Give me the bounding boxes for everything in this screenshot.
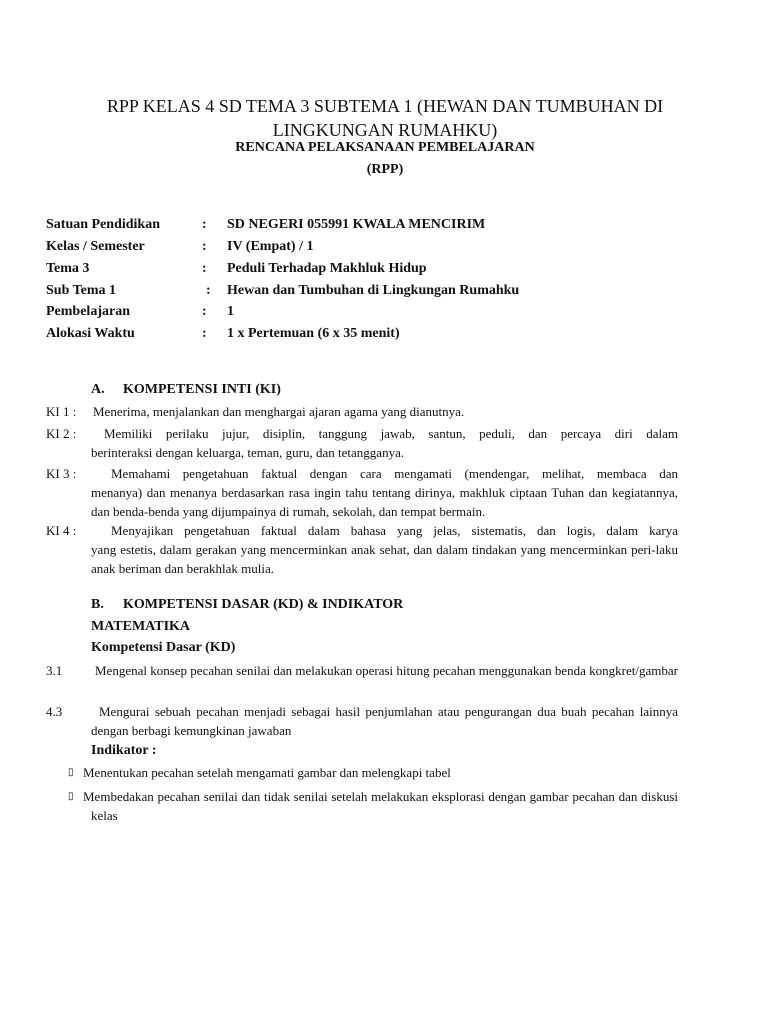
info-label: Kelas / Semester <box>46 239 145 254</box>
kd-heading: Kompetensi Dasar (KD) <box>91 640 236 655</box>
info-value: SD NEGERI 055991 KWALA MENCIRIM <box>227 217 486 232</box>
section-letter: B. <box>91 597 104 612</box>
info-value: 1 x Pertemuan (6 x 35 menit) <box>227 326 400 341</box>
info-value: Hewan dan Tumbuhan di Lingkungan Rumahku <box>227 283 520 298</box>
subject-heading: MATEMATIKA <box>91 619 191 634</box>
info-row-kelas-semester <box>46 237 726 257</box>
info-colon: : <box>202 261 207 276</box>
info-label: Alokasi Waktu <box>46 326 135 341</box>
info-label: Satuan Pendidikan <box>46 217 160 232</box>
kd-number: 4.3 <box>46 704 63 719</box>
info-row-sub-tema <box>46 281 726 301</box>
info-colon: : <box>202 326 207 341</box>
info-label: Tema 3 <box>46 261 90 276</box>
title-line-2: LINGKUNGAN RUMAHKU) <box>272 120 498 140</box>
info-colon: : <box>202 217 207 232</box>
ki-2-text-rest: berinteraksi dengan keluarga, teman, guru, dan tetangganya. <box>91 445 405 460</box>
info-value: IV (Empat) / 1 <box>227 239 314 254</box>
info-colon: : <box>202 239 207 254</box>
info-label: Sub Tema 1 <box>46 283 117 298</box>
section-title: KOMPETENSI INTI (KI) <box>123 382 281 397</box>
ki-1-label: KI 1 : <box>46 404 77 419</box>
ki-3-text-rest: menanya) dan menanya berdasarkan rasa ingin tahu tentang dirinya, makhluk ciptaan Tuhan dan kegiatannya, dan benda-benda yang dijumpainya di rumah, sekolah, dan tempat bermain. <box>91 485 678 519</box>
indicator-item-2: Membedakan pecahan senilai dan tidak senilai setelah melakukan eksplorasi dengan gambar pecahan dan diskusi kelas <box>83 789 678 823</box>
document-subtitle-short: (RPP) <box>366 162 404 177</box>
info-row-alokasi-waktu <box>46 324 726 344</box>
info-row-tema <box>46 259 726 279</box>
info-label: Pembelajaran <box>46 304 130 319</box>
ki-4-text-line-1: Menyajikan pengetahuan faktual dalam bahasa yang jelas, sistematis, dan logis, dalam karya <box>111 523 678 538</box>
section-b-heading <box>91 595 403 615</box>
section-a-heading <box>91 380 281 400</box>
ki-3-text-line-1: Memahami pengetahuan faktual dengan cara mengamati (mendengar, melihat, membaca dan <box>111 466 678 481</box>
indicator-item-1: Menentukan pecahan setelah mengamati gambar dan melengkapi tabel <box>83 765 451 780</box>
ki-1-text: Menerima, menjalankan dan menghargai ajaran agama yang dianutnya. <box>93 404 465 419</box>
info-colon: : <box>206 283 211 298</box>
missing-glyph-box-icon: ▯ <box>68 791 74 802</box>
ki-4-label: KI 4 : <box>46 523 77 538</box>
indicator-heading: Indikator : <box>91 743 157 758</box>
document-title <box>60 94 710 142</box>
kd-4-3-text: Mengurai sebuah pecahan menjadi sebagai hasil penjumlahan atau pengurangan dua buah pecahan lainnya dengan berbagi kemungkinan jawaban <box>91 704 678 738</box>
section-title: KOMPETENSI DASAR (KD) & INDIKATOR <box>123 597 404 612</box>
ki-2-label: KI 2 : <box>46 426 77 441</box>
kd-number: 3.1 <box>46 663 63 678</box>
info-value: 1 <box>227 304 234 319</box>
section-letter: A. <box>91 382 105 397</box>
missing-glyph-box-icon: ▯ <box>68 767 74 778</box>
document-subtitle: RENCANA PELAKSANAAN PEMBELAJARAN <box>235 140 535 155</box>
kd-3-1-text: Mengenal konsep pecahan senilai dan melakukan operasi hitung pecahan menggunakan benda kongkret/gambar <box>95 663 678 678</box>
ki-2-text-line-1: Memiliki perilaku jujur, disiplin, tanggung jawab, santun, peduli, dan percaya diri dalam <box>104 426 678 441</box>
info-colon: : <box>202 304 207 319</box>
info-row-pembelajaran <box>46 302 726 322</box>
title-line-1: RPP KELAS 4 SD TEMA 3 SUBTEMA 1 (HEWAN DAN TUMBUHAN DI <box>106 96 664 116</box>
ki-3-label: KI 3 : <box>46 466 77 481</box>
info-row-satuan-pendidikan <box>46 215 726 235</box>
info-value: Peduli Terhadap Makhluk Hidup <box>227 261 427 276</box>
ki-4-text-rest: yang estetis, dalam gerakan yang mencerminkan anak sehat, dan dalam tindakan yang mencerminkan peri-laku anak beriman dan berakhlak mulia. <box>91 542 678 576</box>
